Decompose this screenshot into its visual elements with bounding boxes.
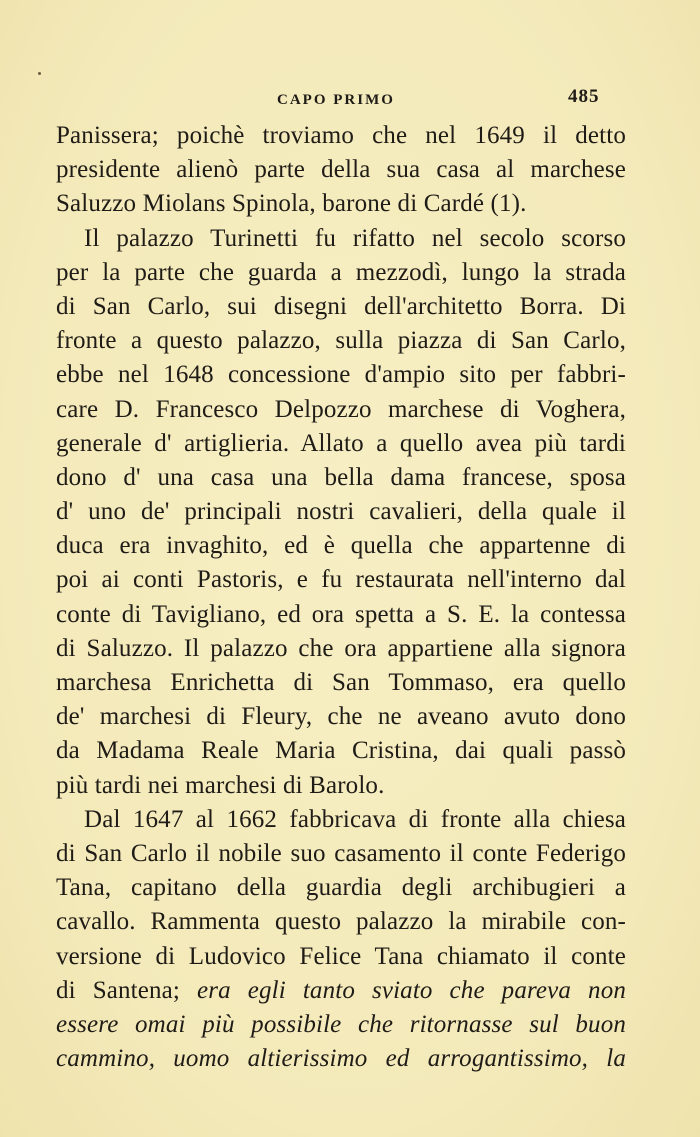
paper-speck [38,72,41,75]
text-line: care D. Francesco Delpozzo marchese di Voghera, [56,395,626,423]
text-line: d' uno de' principali nostri cavalieri, della quale il [56,498,626,526]
text-line: marchesa Enrichetta di San Tommaso, era quello [56,669,626,696]
text-line: ebbe nel 1648 concessione d'ampio sito per fabbri- [56,361,626,389]
text-line: di San Carlo il nobile suo casamento il conte Federigo [56,839,626,867]
text-line-italic: essere omai più possibile che ritornasse sul buon [56,1010,626,1038]
text-line: generale d' artiglieria. Allato a quello avea più tardi [56,429,626,457]
roman-segment: di Santena; [56,976,197,1004]
text-line: da Madama Reale Maria Cristina, dai quali passò [56,737,626,765]
running-head: CAPO PRIMO [277,92,395,108]
text-line: di San Carlo, sui disegni dell'architetto Borra. Di [56,292,626,320]
text-line: versione di Ludovico Felice Tana chiamato il conte [56,942,626,970]
text-line: cavallo. Rammenta questo palazzo la mirabile con- [56,908,626,936]
text-line: Tana, capitano della guardia degli archibugieri a [56,874,626,902]
text-line: per la parte che guarda a mezzodì, lungo la strada [56,258,626,286]
text-line: duca era invaghito, ed è quella che appartenne di [56,532,626,560]
text-line: Il palazzo Turinetti fu rifatto nel secolo scorso [84,224,626,252]
text-line-mixed [56,974,626,1008]
text-line: Panissera; poichè troviamo che nel 1649 il detto [56,122,626,149]
text-line: fronte a questo palazzo, sulla piazza di San Carlo, [56,327,626,355]
text-line: poi ai conti Pastoris, e fu restaurata nell'interno dal [56,566,626,594]
text-line: de' marchesi di Fleury, che ne aveano avuto dono [56,703,626,731]
text-line: Dal 1647 al 1662 fabbricava di fronte alla chiesa [84,805,626,833]
text-line: di Saluzzo. Il palazzo che ora appartiene alla signora [56,634,626,662]
body-text [56,119,626,1076]
text-line: conte di Tavigliano, ed ora spetta a S. E. la contessa [56,600,626,628]
italic-segment: era egli tanto sviato che pareva non [197,976,626,1004]
text-line-italic: cammino, uomo altierissimo ed arrogantissimo, la [56,1045,626,1073]
text-line: Saluzzo Miolans Spinola, barone di Cardé (1). [56,190,527,218]
page-header [0,86,700,116]
page-number: 485 [568,86,600,107]
text-line: più tardi nei marchesi di Barolo. [56,771,385,799]
text-line: presidente alienò parte della sua casa al marchese [56,156,626,184]
text-line: dono d' una casa una bella dama francese, sposa [56,463,626,491]
